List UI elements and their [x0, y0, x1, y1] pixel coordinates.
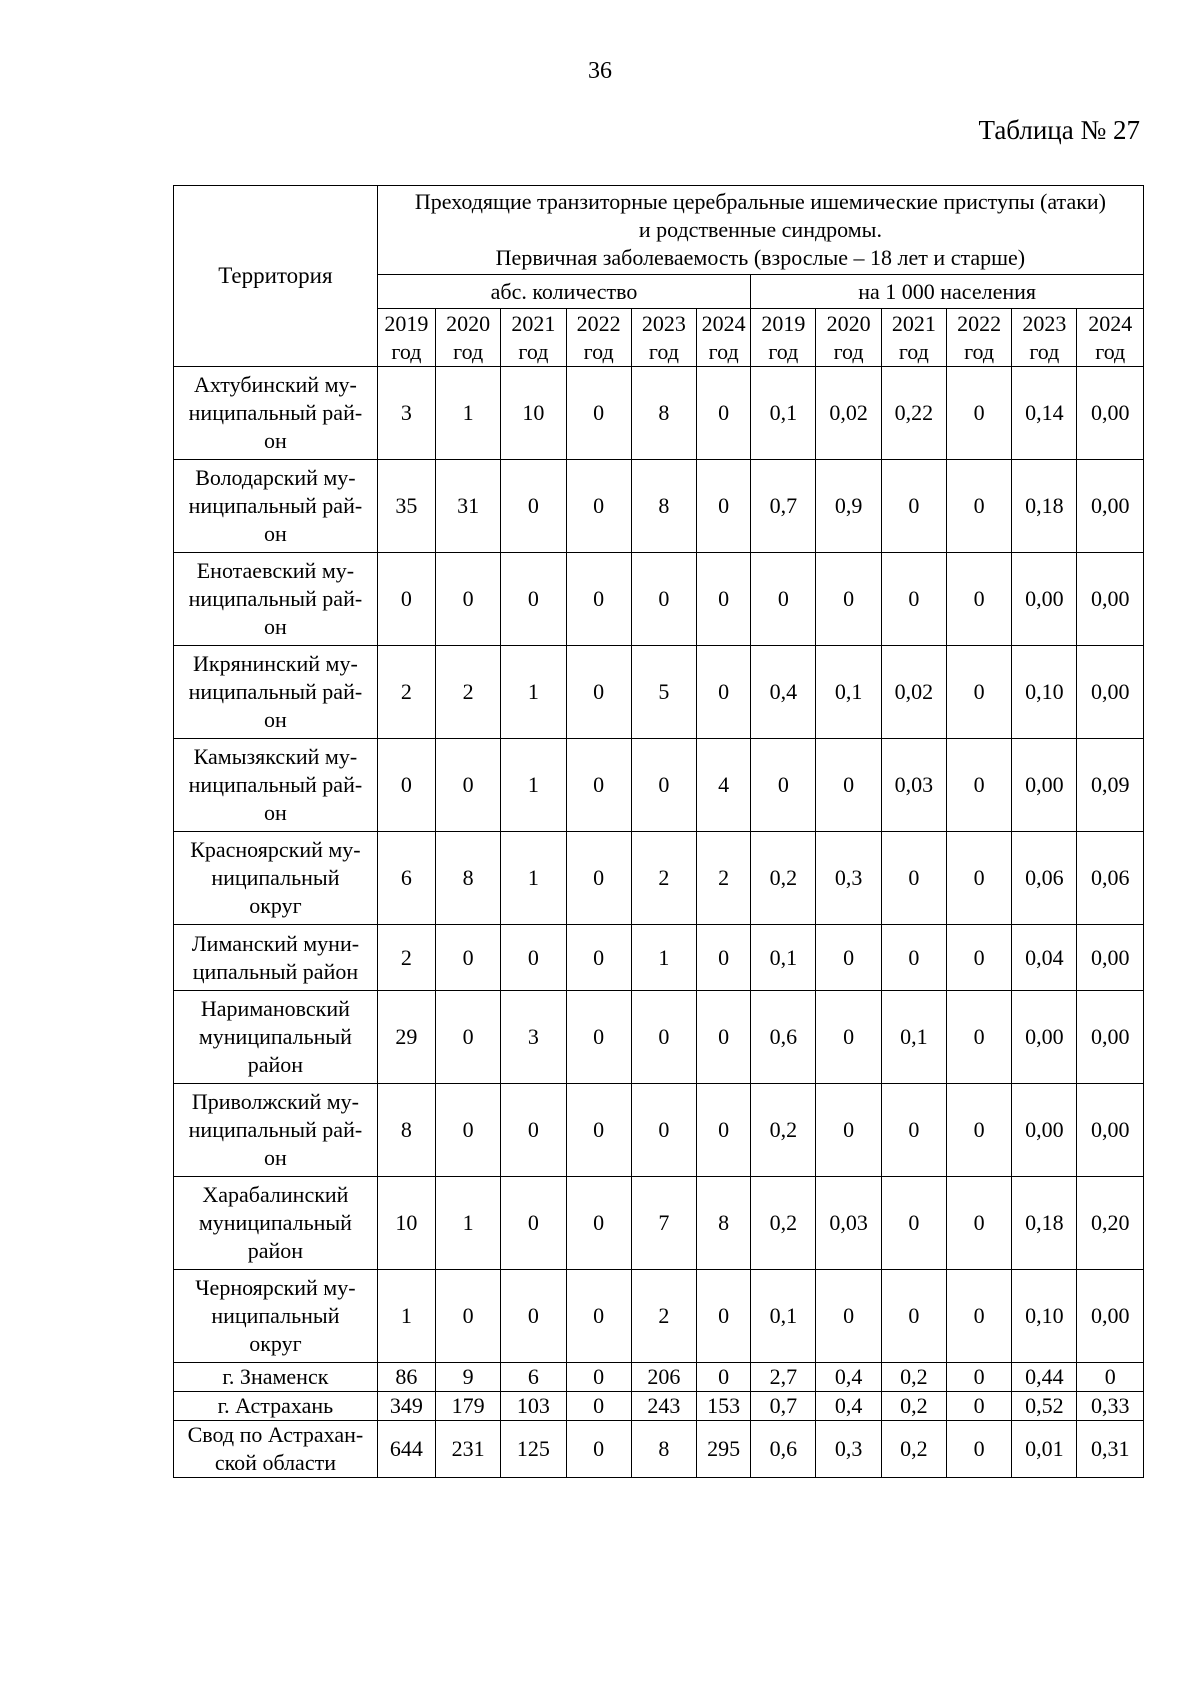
abs-count-cell: 0: [566, 1177, 631, 1270]
territory-name-line: Харабалинский: [202, 1182, 349, 1207]
per1000-rate-cell: 0,00: [1077, 925, 1144, 991]
per1000-rate-cell: 0: [946, 925, 1011, 991]
per1000-rate-cell: 0: [816, 1270, 881, 1363]
per1000-rate-cell: 0,04: [1012, 925, 1077, 991]
abs-count-cell: 0: [566, 925, 631, 991]
territory-name: [174, 1363, 378, 1392]
per1000-rate-cell: 0,22: [881, 367, 946, 460]
territory-name-line: Приволжский му-: [191, 1089, 359, 1114]
per1000-rate-cell: 0,00: [1077, 460, 1144, 553]
per1000-rate-cell: 0,06: [1012, 832, 1077, 925]
abs-count-cell: 644: [377, 1421, 435, 1478]
abs-count-cell: 0: [566, 553, 631, 646]
abs-count-cell: 0: [566, 460, 631, 553]
per1000-rate-cell: 0: [816, 1084, 881, 1177]
table-row: [174, 553, 1144, 646]
table-label: Таблица № 27: [978, 115, 1140, 145]
abs-count-cell: 8: [631, 1421, 696, 1478]
territory-name-line: он: [264, 707, 287, 732]
territory-name: [174, 991, 378, 1084]
per1000-rate-cell: 0,4: [751, 646, 816, 739]
territory-name: [174, 460, 378, 553]
per1000-rate-cell: 0: [946, 1363, 1011, 1392]
abs-count-cell: 35: [377, 460, 435, 553]
territory-name: [174, 925, 378, 991]
per1000-rate-cell: 0,4: [816, 1392, 881, 1421]
per1000-rate-cell: 0,02: [816, 367, 881, 460]
abs-count-cell: 349: [377, 1392, 435, 1421]
per1000-rate-cell: 0: [946, 1084, 1011, 1177]
per1000-rate-cell: 0,06: [1077, 832, 1144, 925]
abs-count-cell: 0: [697, 460, 751, 553]
per1000-rate-cell: 0: [946, 646, 1011, 739]
per1000-rate-cell: 0,44: [1012, 1363, 1077, 1392]
per1000-rate-cell: 0,7: [751, 460, 816, 553]
abs-count-cell: 3: [501, 991, 566, 1084]
per1000-rate-cell: 0: [751, 553, 816, 646]
abs-count-cell: 0: [436, 925, 501, 991]
abs-count-cell: 0: [566, 1270, 631, 1363]
per1000-rate-cell: 0,1: [751, 925, 816, 991]
per1000-rate-cell: 2,7: [751, 1363, 816, 1392]
year-header: 2022 год: [566, 309, 631, 367]
per1000-rate-cell: 0: [881, 460, 946, 553]
per1000-rate-cell: 0,00: [1077, 1270, 1144, 1363]
abs-count-cell: 0: [501, 1270, 566, 1363]
year-header: 2024 год: [1077, 309, 1144, 367]
territory-name-line: он: [264, 428, 287, 453]
table-row: [174, 991, 1144, 1084]
per1000-rate-cell: 0: [946, 1270, 1011, 1363]
abs-count-cell: 231: [436, 1421, 501, 1478]
territory-name-line: район: [247, 1238, 304, 1263]
per1000-rate-cell: 0,10: [1012, 1270, 1077, 1363]
per1000-rate-cell: 0,4: [816, 1363, 881, 1392]
territory-name-line: муниципальный: [198, 1024, 352, 1049]
per1000-rate-cell: 0,2: [751, 1084, 816, 1177]
abs-count-cell: 125: [501, 1421, 566, 1478]
abs-count-cell: 0: [697, 991, 751, 1084]
per1000-rate-cell: 0: [946, 1392, 1011, 1421]
per1000-rate-cell: 0: [816, 739, 881, 832]
abs-count-cell: 0: [377, 739, 435, 832]
territory-name: [174, 646, 378, 739]
per1000-rate-cell: 0,14: [1012, 367, 1077, 460]
abs-count-cell: 0: [631, 991, 696, 1084]
page-number: 36: [588, 58, 612, 84]
territory-name-line: ниципальный: [211, 1303, 340, 1328]
abs-count-cell: 2: [697, 832, 751, 925]
territory-name-line: г. Знаменск: [222, 1364, 329, 1389]
per1000-rate-cell: 0,3: [816, 832, 881, 925]
abs-count-cell: 0: [501, 553, 566, 646]
per1000-rate-cell: 0,1: [751, 1270, 816, 1363]
per1000-rate-cell: 0,9: [816, 460, 881, 553]
abs-count-cell: 1: [377, 1270, 435, 1363]
per1000-rate-cell: 0,10: [1012, 646, 1077, 739]
abs-count-cell: 0: [566, 1084, 631, 1177]
per1000-rate-cell: 0: [881, 925, 946, 991]
per1000-rate-cell: 0: [946, 1421, 1011, 1478]
per1000-rate-cell: 0,33: [1077, 1392, 1144, 1421]
table-row: [174, 832, 1144, 925]
territory-name-line: ниципальный: [211, 865, 340, 890]
per1000-rate-cell: 0,00: [1012, 1084, 1077, 1177]
territory-name-line: Черноярский му-: [195, 1275, 356, 1300]
abs-count-cell: 2: [631, 832, 696, 925]
territory-name-line: Володарский му-: [195, 465, 356, 490]
abs-count-cell: 0: [566, 991, 631, 1084]
abs-count-cell: 0: [436, 991, 501, 1084]
abs-count-cell: 6: [377, 832, 435, 925]
abs-count-cell: 0: [566, 367, 631, 460]
territory-name-line: он: [264, 521, 287, 546]
territory-name-line: Лиманский муни-: [191, 930, 360, 956]
abs-count-cell: 10: [501, 367, 566, 460]
abs-count-cell: 0: [697, 925, 751, 991]
abs-count-cell: 0: [697, 367, 751, 460]
year-header: 2024 год: [697, 309, 751, 367]
territory-name-line: ниципальный рай-: [188, 1117, 363, 1142]
per1000-rate-cell: 0,52: [1012, 1392, 1077, 1421]
abs-count-cell: 29: [377, 991, 435, 1084]
territory-name-line: Икрянинский му-: [193, 651, 358, 676]
abs-count-cell: 0: [697, 1270, 751, 1363]
per1000-rate-cell: 0,01: [1012, 1421, 1077, 1478]
morbidity-table: [173, 185, 1144, 1478]
abs-count-cell: 0: [631, 553, 696, 646]
per1000-rate-cell: 0,00: [1012, 991, 1077, 1084]
territory-name-line: ципальный район: [192, 958, 359, 984]
per1000-rate-cell: 0: [816, 553, 881, 646]
territory-header: Территория: [174, 186, 378, 367]
territory-name-line: Красноярский му-: [190, 837, 361, 862]
territory-name-line: он: [264, 800, 287, 825]
territory-name-line: ниципальный рай-: [188, 679, 363, 704]
abs-count-cell: 0: [697, 1084, 751, 1177]
per1000-rate-cell: 0,00: [1077, 991, 1144, 1084]
territory-name: [174, 1392, 378, 1421]
abs-count-cell: 6: [501, 1363, 566, 1392]
abs-count-cell: 153: [697, 1392, 751, 1421]
per1000-rate-cell: 0,20: [1077, 1177, 1144, 1270]
per1000-rate-cell: 0,2: [881, 1421, 946, 1478]
per1000-rate-cell: 0: [881, 1177, 946, 1270]
territory-name: [174, 1177, 378, 1270]
territory-name: [174, 367, 378, 460]
territory-name-line: округ: [249, 1331, 302, 1356]
abs-count-cell: 31: [436, 460, 501, 553]
territory-name-line: Камызякский му-: [193, 744, 358, 769]
abs-count-cell: 0: [697, 553, 751, 646]
per1000-rate-cell: 0: [946, 739, 1011, 832]
abs-count-cell: 0: [631, 1084, 696, 1177]
table-row: [174, 1392, 1144, 1421]
table-row: [174, 1270, 1144, 1363]
per1000-rate-cell: 0,2: [881, 1363, 946, 1392]
per1000-rate-cell: 0: [946, 367, 1011, 460]
per1000-rate-cell: 0,00: [1077, 553, 1144, 646]
per1000-rate-cell: 0,2: [751, 1177, 816, 1270]
per1000-rate-cell: 0,6: [751, 991, 816, 1084]
territory-name: [174, 832, 378, 925]
group-header-per1000: на 1 000 населения: [751, 275, 1144, 309]
table-row: [174, 646, 1144, 739]
abs-count-cell: 0: [566, 832, 631, 925]
abs-count-cell: 8: [697, 1177, 751, 1270]
abs-count-cell: 0: [566, 1421, 631, 1478]
year-header: 2020 год: [436, 309, 501, 367]
per1000-rate-cell: 0: [881, 832, 946, 925]
year-header: 2023 год: [631, 309, 696, 367]
per1000-rate-cell: 0,1: [751, 367, 816, 460]
year-header: 2021 год: [881, 309, 946, 367]
abs-count-cell: 0: [436, 1084, 501, 1177]
year-header: 2022 год: [946, 309, 1011, 367]
abs-count-cell: 295: [697, 1421, 751, 1478]
abs-count-cell: 0: [566, 1363, 631, 1392]
territory-name: [174, 1421, 378, 1478]
per1000-rate-cell: 0: [751, 739, 816, 832]
abs-count-cell: 86: [377, 1363, 435, 1392]
territory-name-line: ской области: [214, 1450, 336, 1475]
per1000-rate-cell: 0,03: [816, 1177, 881, 1270]
territory-name: [174, 553, 378, 646]
abs-count-cell: 8: [631, 367, 696, 460]
abs-count-cell: 8: [436, 832, 501, 925]
territory-name-line: он: [264, 614, 287, 639]
territory-name-line: Свод по Астрахан-: [187, 1422, 364, 1447]
abs-count-cell: 103: [501, 1392, 566, 1421]
table-title: [377, 186, 1143, 275]
year-header: 2019 год: [377, 309, 435, 367]
territory-name-line: он: [264, 1145, 287, 1170]
abs-count-cell: 1: [436, 367, 501, 460]
table-title-line: и родственные синдромы.: [638, 217, 882, 242]
territory-name-line: район: [247, 1052, 304, 1077]
territory-name: [174, 1270, 378, 1363]
per1000-rate-cell: 0,6: [751, 1421, 816, 1478]
territory-name-line: ниципальный рай-: [188, 772, 363, 797]
year-header: 2021 год: [501, 309, 566, 367]
abs-count-cell: 0: [377, 553, 435, 646]
territory-name: [174, 739, 378, 832]
year-header: 2023 год: [1012, 309, 1077, 367]
per1000-rate-cell: 0: [881, 553, 946, 646]
territory-name-line: Наримановский: [200, 996, 350, 1021]
per1000-rate-cell: 0: [1077, 1363, 1144, 1392]
year-header: 2020 год: [816, 309, 881, 367]
abs-count-cell: 3: [377, 367, 435, 460]
per1000-rate-cell: 0,00: [1012, 739, 1077, 832]
per1000-rate-cell: 0,09: [1077, 739, 1144, 832]
abs-count-cell: 7: [631, 1177, 696, 1270]
year-header: 2019 год: [751, 309, 816, 367]
abs-count-cell: 243: [631, 1392, 696, 1421]
table-row: [174, 1084, 1144, 1177]
table-row: [174, 367, 1144, 460]
table-row: [174, 739, 1144, 832]
abs-count-cell: 1: [501, 832, 566, 925]
per1000-rate-cell: 0,18: [1012, 1177, 1077, 1270]
abs-count-cell: 1: [501, 646, 566, 739]
table-title-line: Первичная заболеваемость (взрослые – 18 лет и старше): [495, 245, 1026, 270]
abs-count-cell: 9: [436, 1363, 501, 1392]
per1000-rate-cell: 0,00: [1077, 367, 1144, 460]
per1000-rate-cell: 0: [881, 1084, 946, 1177]
per1000-rate-cell: 0: [946, 832, 1011, 925]
abs-count-cell: 1: [436, 1177, 501, 1270]
territory-name-line: муниципальный: [198, 1210, 352, 1235]
abs-count-cell: 0: [501, 460, 566, 553]
per1000-rate-cell: 0: [946, 460, 1011, 553]
territory-name-line: Енотаевский му-: [196, 558, 355, 583]
per1000-rate-cell: 0,3: [816, 1421, 881, 1478]
territory-name: [174, 1084, 378, 1177]
abs-count-cell: 2: [377, 925, 435, 991]
table-title-line: Преходящие транзиторные церебральные ишемические приступы (атаки): [414, 189, 1106, 214]
abs-count-cell: 0: [436, 553, 501, 646]
table-row: [174, 1421, 1144, 1478]
abs-count-cell: 0: [436, 739, 501, 832]
abs-count-cell: 206: [631, 1363, 696, 1392]
territory-name-line: г. Астрахань: [217, 1393, 334, 1418]
per1000-rate-cell: 0,00: [1077, 646, 1144, 739]
table-row: [174, 1363, 1144, 1392]
per1000-rate-cell: 0,31: [1077, 1421, 1144, 1478]
per1000-rate-cell: 0,03: [881, 739, 946, 832]
abs-count-cell: 179: [436, 1392, 501, 1421]
abs-count-cell: 1: [631, 925, 696, 991]
abs-count-cell: 1: [501, 739, 566, 832]
abs-count-cell: 8: [377, 1084, 435, 1177]
per1000-rate-cell: 0: [946, 553, 1011, 646]
per1000-rate-cell: 0,2: [751, 832, 816, 925]
abs-count-cell: 0: [501, 1177, 566, 1270]
per1000-rate-cell: 0: [946, 1177, 1011, 1270]
per1000-rate-cell: 0,18: [1012, 460, 1077, 553]
territory-name-line: ниципальный рай-: [188, 586, 363, 611]
per1000-rate-cell: 0,7: [751, 1392, 816, 1421]
abs-count-cell: 0: [697, 1363, 751, 1392]
per1000-rate-cell: 0,1: [881, 991, 946, 1084]
abs-count-cell: 0: [566, 646, 631, 739]
abs-count-cell: 0: [697, 646, 751, 739]
group-header-abs: абс. количество: [377, 275, 750, 309]
per1000-rate-cell: 0,2: [881, 1392, 946, 1421]
abs-count-cell: 2: [631, 1270, 696, 1363]
abs-count-cell: 5: [631, 646, 696, 739]
table-body: [174, 367, 1144, 1478]
per1000-rate-cell: 0: [946, 991, 1011, 1084]
per1000-rate-cell: 0,1: [816, 646, 881, 739]
per1000-rate-cell: 0: [881, 1270, 946, 1363]
abs-count-cell: 2: [436, 646, 501, 739]
per1000-rate-cell: 0: [816, 991, 881, 1084]
per1000-rate-cell: 0: [816, 925, 881, 991]
per1000-rate-cell: 0,00: [1077, 1084, 1144, 1177]
abs-count-cell: 0: [566, 739, 631, 832]
abs-count-cell: 8: [631, 460, 696, 553]
table-row: [174, 460, 1144, 553]
abs-count-cell: 2: [377, 646, 435, 739]
abs-count-cell: 0: [436, 1270, 501, 1363]
abs-count-cell: 10: [377, 1177, 435, 1270]
abs-count-cell: 0: [566, 1392, 631, 1421]
per1000-rate-cell: 0,00: [1012, 553, 1077, 646]
territory-name-line: ниципальный рай-: [188, 493, 363, 518]
abs-count-cell: 4: [697, 739, 751, 832]
territory-name-line: ниципальный рай-: [188, 400, 363, 425]
table-row: [174, 1177, 1144, 1270]
table-row: [174, 925, 1144, 991]
territory-name-line: Ахтубинский му-: [193, 372, 357, 397]
abs-count-cell: 0: [631, 739, 696, 832]
per1000-rate-cell: 0,02: [881, 646, 946, 739]
territory-name-line: округ: [249, 893, 302, 918]
abs-count-cell: 0: [501, 925, 566, 991]
abs-count-cell: 0: [501, 1084, 566, 1177]
